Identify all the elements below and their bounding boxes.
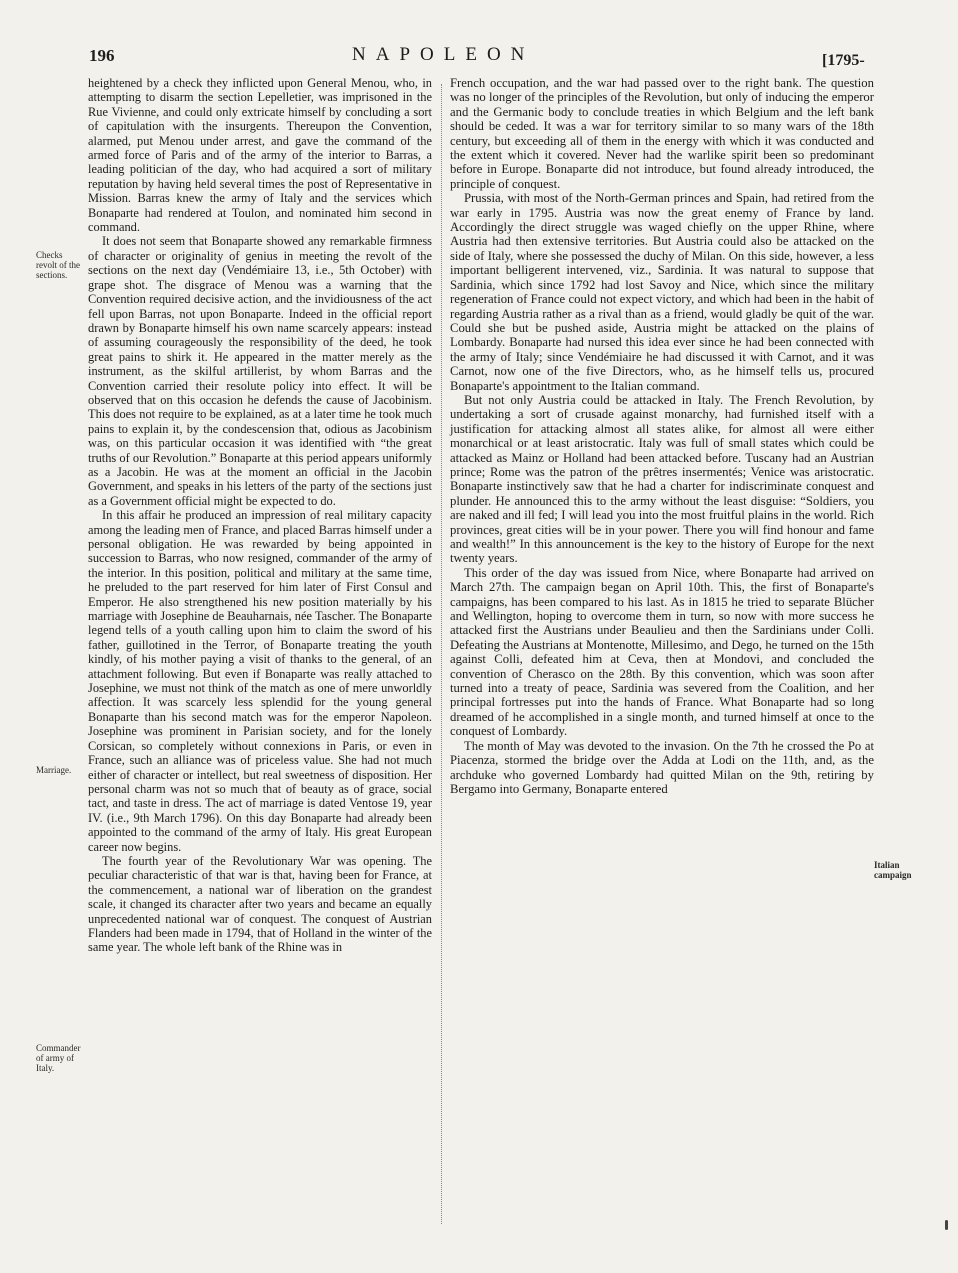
paragraph: The month of May was devoted to the invasion. On the 7th he crossed the Po at Piacenza, stormed the bridge over the Adda at Lodi on the 11th, and, as the archduke who governed Lombardy had quitted Milan on the 9th, retiring by Bergamo into Germany, Bonaparte entered	[450, 738, 874, 796]
column-divider	[441, 84, 442, 1224]
paragraph: It does not seem that Bonaparte showed any remarkable firmness of character or originality of genius in meeting the revolt of the sections on the next day (Vendémiaire 13, i.e., 5th October) with grape shot. The disgrace of Menou was a warning that the Convention required decisive action, and the invidiousness of the act fell upon Barras, not upon Bonaparte. Indeed in the official report drawn by Bonaparte himself his own name scarcely appears: instead of assuming courageously the responsibility of the deed, he took great pains to shirk it. He appeared in the matter merely as the instrument, as the skilful artillerist, by whom Barras and the Convention carried their resolute policy into effect. It will be observed that on this occasion he defends the cause of Jacobinism. This does not require to be explained, as at a later time he took much pains to explain it, by the condescension that, odious as Jacobinism was, on this particular occasion it was identified with “the great truths of our Revolution.” Bonaparte at this period appears uniformly as a Jacobin. He was at the moment an official in the Jacobin Government, and speaks in his letters of the party of the sections just as a Government official might be expected to do.	[88, 234, 432, 508]
page-edge-mark	[945, 1220, 948, 1230]
paragraph: heightened by a check they inflicted upon General Menou, who, in attempting to disarm the section Lepelletier, was imprisoned in the Rue Vivienne, and could only extricate himself by concluding a sort of capitulation with the insurgents. Thereupon the Convention, alarmed, put Menou under arrest, and gave the command of the armed force of Paris and of the army of the interior to Barras, a leading politician of the day, who had acquired a sort of military reputation by having held several times the post of Representative in Mission. Barras knew the army of Italy and the services which Bonaparte had rendered at Toulon, and nominated him second in command.	[88, 76, 432, 235]
paragraph: In this affair he produced an impression of real military capacity among the leading men of France, and placed Barras himself under a personal obligation. He was rewarded by being appointed in succession to Barras, who now resigned, commander of the army of the interior. In this position, political and military at the same time, he preluded to the part reserved for him later of First Consul and Emperor. He also strengthened his new position materially by his marriage with Josephine de Beauharnais, née Tascher. The Bonaparte legend tells of a youth calling upon him to claim the sword of his father, guillotined in the Terror, of Bonaparte treating the youth kindly, of his mother paying a visit of thanks to the general, of an attachment following. But even if Bonaparte was really attached to Josephine, we must not think of the match as one of mere unworldly affection. It was scarcely less splendid for the young general Bonaparte than his second match was for the emperor Napoleon. Josephine was prominent in Parisian society, and for the lonely Corsican, so completely without connexions in Paris, or even in France, such an alliance was of priceless value. She had not much either of character or intellect, but real sweetness of disposition. Her personal charm was not so much that of beauty as of grace, social tact, and taste in dress. The act of marriage is dated Ventose 19, year IV. (i.e., 9th March 1796). On this day Bonaparte had already been appointed to the command of the army of Italy. His great European career now begins.	[88, 508, 432, 854]
paragraph: French occupation, and the war had passed over to the right bank. The question was no longer of the principles of the Revolution, but only of inducing the emperor and the Germanic body to conclude treaties in which Belgium and the left bank should be ceded. It was a war for territory similar to so many wars of the 18th century, but exceeding all of them in the energy with which it was conducted and the extent which it covered. Never had the warlike spirit been so predominant before in Europe. Bonaparte did not introduce, but found already introduced, the principle of conquest.	[450, 76, 874, 191]
page-number: 196	[89, 46, 115, 65]
margin-note-checks-revolt: Checks revolt of the sections.	[36, 250, 80, 280]
left-column	[88, 76, 432, 955]
margin-note-italian-campaign: Italian campaign	[874, 860, 912, 880]
running-head: NAPOLEON	[352, 44, 535, 65]
paragraph: Prussia, with most of the North-German princes and Spain, had retired from the war early in 1795. Austria was now the great enemy of France by land. Accordingly the direct struggle was waged chiefly on the upper Rhine, where Austria had then extensive territories. But Austria could also be attacked on the side of Italy, where she possessed the duchy of Milan. On this side, however, a less important belligerent intervened, viz., Sardinia. It was natural to suppose that Sardinia, which since 1792 had lost Savoy and Nice, which since the military regeneration of France could not expect victory, and which had been in the habit of regarding Austria rather as a rival than as a friend, would gladly be quit of the war. Could she but be pushed aside, Austria might be attacked on the plains of Lombardy. Bonaparte had nursed this idea ever since he had been connected with the army of Italy; since Vendémiaire he had discussed it with Carnot, and it was Carnot, now one of the five Directors, who, as he himself tells us, procured Bonaparte's appointment to the Italian command.	[450, 191, 874, 393]
paragraph: This order of the day was issued from Nice, where Bonaparte had arrived on March 27th. The campaign began on April 10th. This, the first of Bonaparte's campaigns, has been compared to his last. As in 1815 he tried to separate Blücher and Wellington, hoping to overcome them in turn, so now with more success he attacked first the Austrians under Beaulieu and then the Sardinians under Colli. Defeating the Austrians at Montenotte, Millesimo, and Dego, he turned on the 15th against Colli, defeated him at Ceva, then at Mondovi, and concluded the convention of Cherasco on the 28th. By this convention, which was soon after turned into a treaty of peace, Sardinia was severed from the Coalition, and her principal fortresses put into the hands of France. What Bonaparte had so long dreamed of he accomplished in a single month, and turned himself at once to the conquest of Lombardy.	[450, 565, 874, 739]
margin-note-commander: Commander of army of Italy.	[36, 1043, 81, 1073]
paragraph: But not only Austria could be attacked in Italy. The French Revolution, by undertaking a sort of crusade against monarchy, had furnished itself with a justification for attacking almost all states alike, for almost all were either monarchical or at least aristocratic. Italy was full of small states which could be attacked as Mainz or Holland had been attacked before. Tuscany had an Austrian prince; Rome was the patron of the prêtres insermentés; Venice was aristocratic. Bonaparte instinctively saw that he had a charter for indiscriminate conquest and plunder. He announced this to the army without the least disguise: “Soldiers, you are naked and ill fed; I will lead you into the most fruitful plains in the world. Rich provinces, great cities will be in your power. There you will find honour and fame and wealth!” In this announcement is the key to the history of Europe for the next twenty years.	[450, 392, 874, 566]
right-column	[450, 76, 874, 796]
margin-note-marriage: Marriage.	[36, 765, 72, 775]
page-date-range: [1795-	[822, 52, 865, 69]
paragraph: The fourth year of the Revolutionary War was opening. The peculiar characteristic of that war is that, having been for France, at the commencement, a national war of liberation on the grandest scale, it changed its character after two years and became an equally unprecedented national war of conquest. The conquest of Austrian Flanders had been made in 1794, that of Holland in the winter of the same year. The whole left bank of the Rhine was in	[88, 853, 432, 955]
